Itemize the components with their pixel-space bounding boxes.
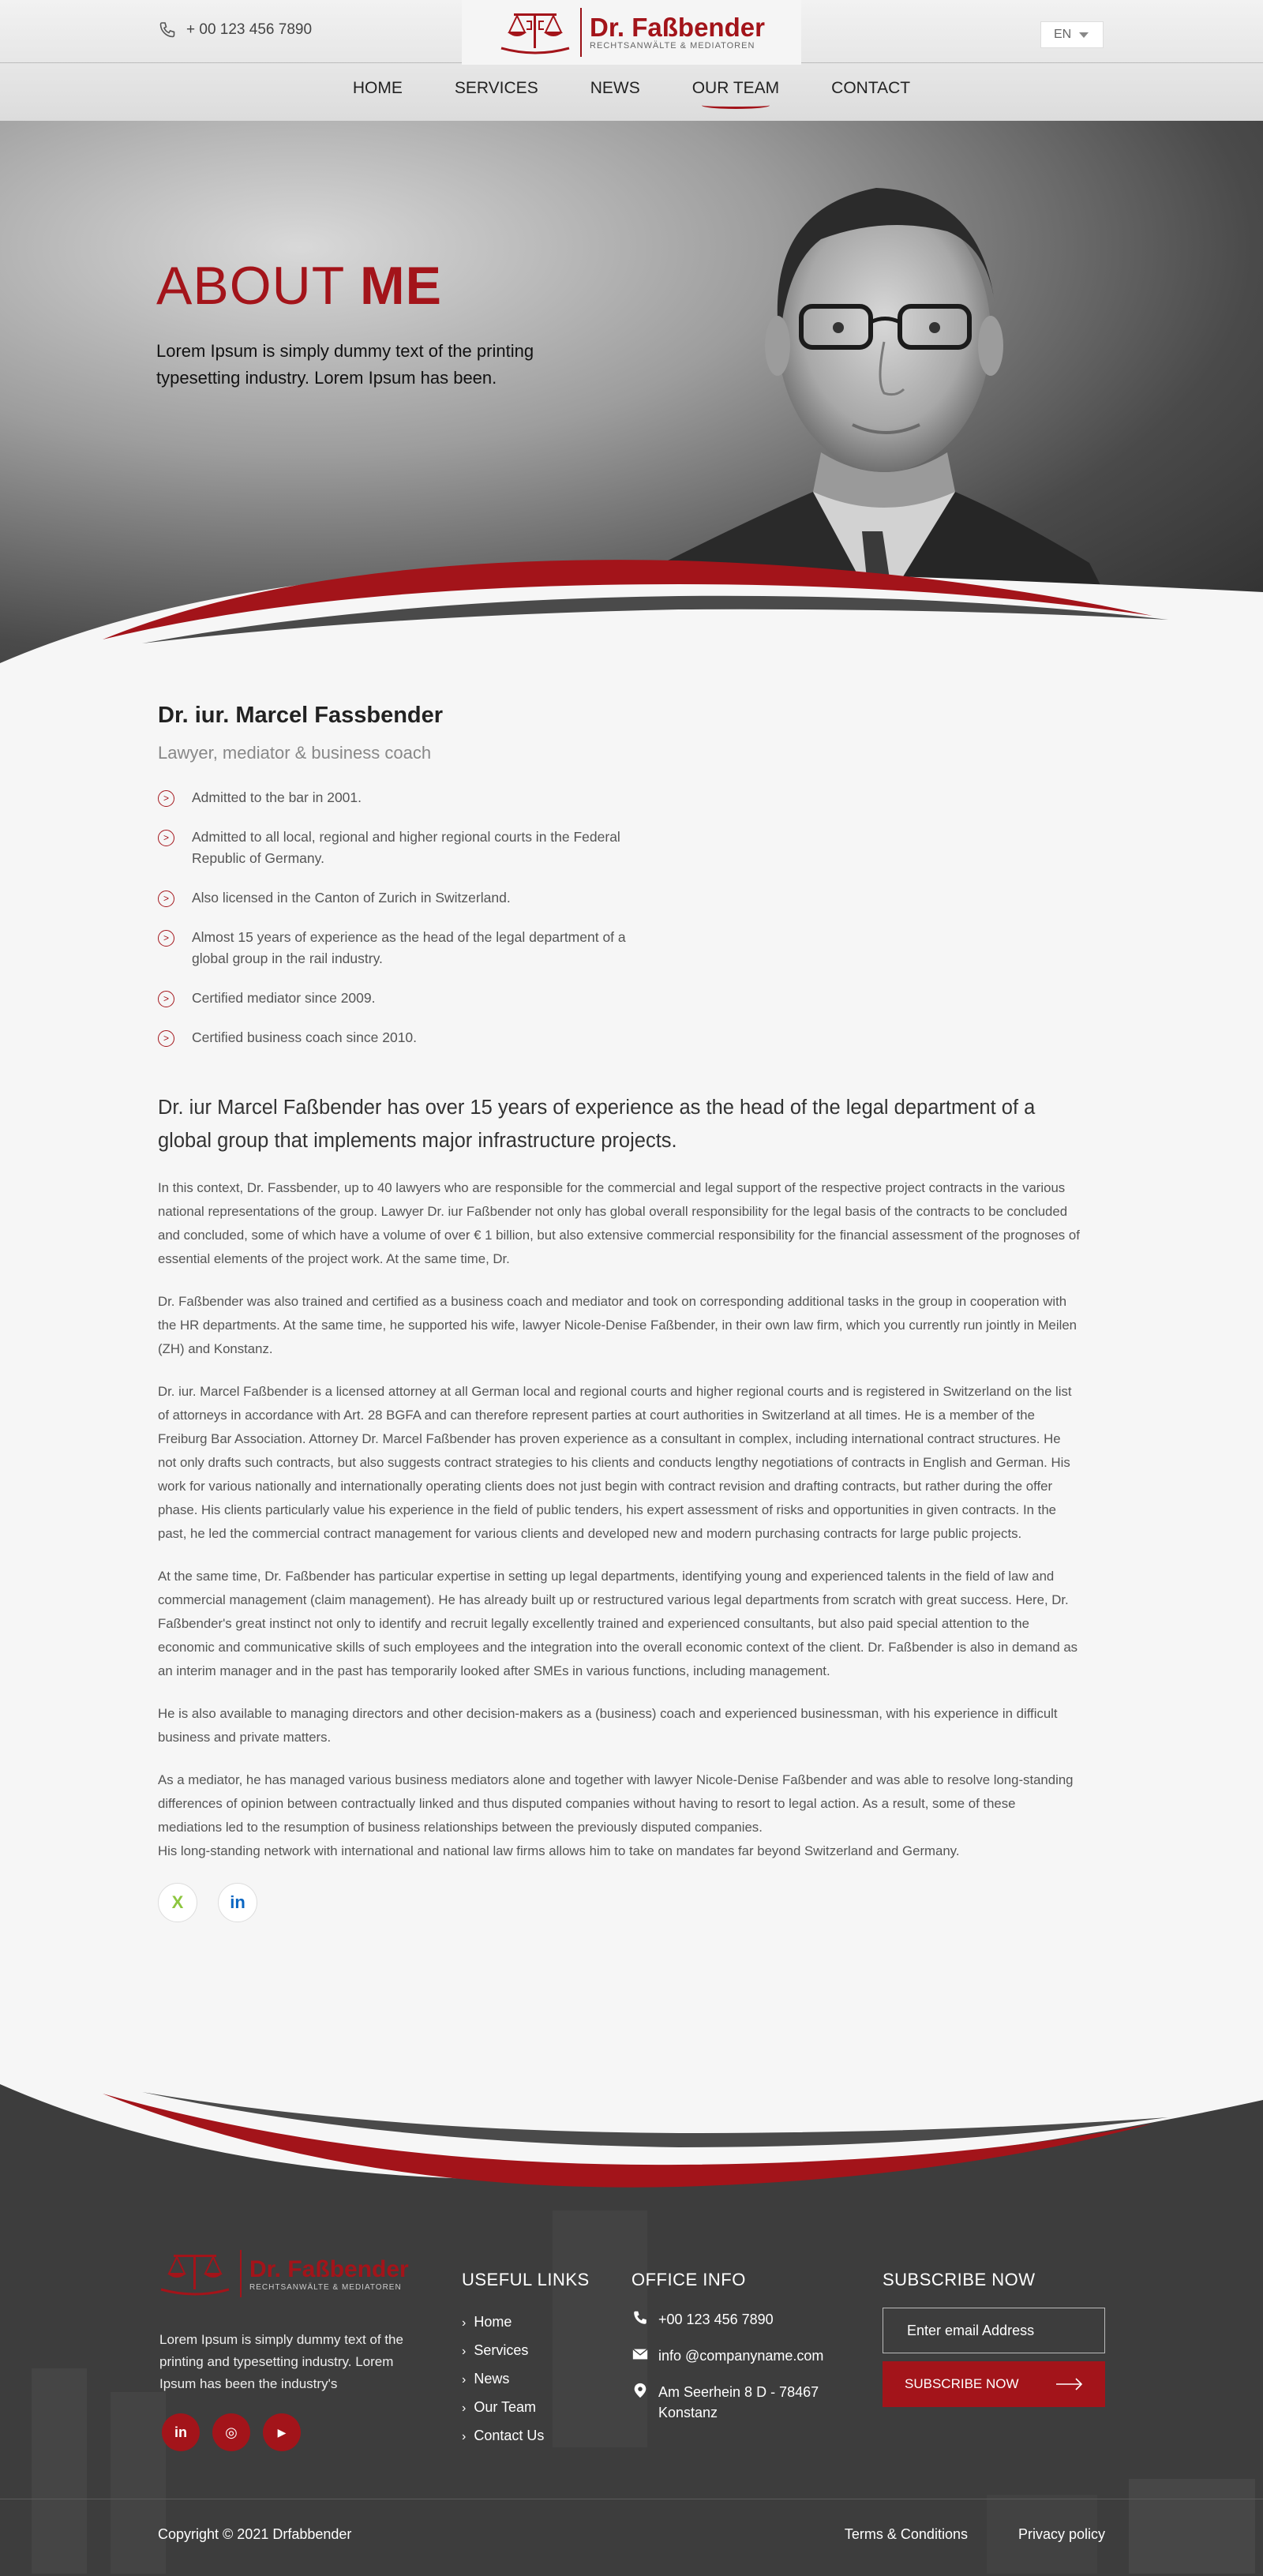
footer-link-home[interactable] (462, 2308, 590, 2337)
body-paragraph: As a mediator, he has managed various business mediators alone and together with lawyer Nicole-Denise Faßbender and was able to resolve long-standing differences of opinion between contractually linked and thus disputed companies without having to resort to legal action. As a result, some of these mediations led to the resumption of business relationships between the previously disputed companies. (158, 1772, 1074, 1835)
chevron-right-icon: > (158, 930, 174, 947)
list-item (158, 827, 663, 869)
phone-icon (158, 21, 177, 39)
linkedin-icon[interactable]: in (162, 2413, 200, 2451)
portrait-image (632, 121, 1105, 594)
hero-title-light: ABOUT (156, 256, 345, 316)
hero-title (156, 255, 442, 317)
chevron-right-icon: > (158, 790, 174, 807)
office-info (632, 2270, 868, 2423)
hero-title-bold: ME (359, 256, 442, 316)
nav-our-team[interactable]: OUR TEAM (691, 79, 780, 97)
arrow-right-icon (1056, 2378, 1083, 2390)
body-paragraph: Dr. Faßbender was also trained and certified as a business coach and mediator and took on corresponding additional tasks in the group in cooperation with the HR departments. At the same time, he supported his wife, lawyer Nicole-Denise Faßbender, in their own law firm, which you currently run jointly in Meilen (ZH) and Konstanz. (158, 1294, 1077, 1356)
address-line-2: Konstanz (658, 2405, 718, 2420)
brand-logo[interactable] (462, 0, 801, 65)
logo-separator (240, 2250, 242, 2297)
fact-text: Almost 15 years of experience as the head of the legal department of a global group in the rail industry. (192, 929, 626, 966)
footer-link-services[interactable] (462, 2337, 590, 2365)
language-select[interactable] (1040, 21, 1104, 48)
nav-news[interactable]: NEWS (590, 79, 640, 97)
chevron-right-icon: › (462, 2316, 467, 2330)
body-paragraph: At the same time, Dr. Faßbender has particular expertise in setting up legal departments, identifying young and experienced talents in the field of law and commercial management (claim management). He has already built up or restructured various legal departments from scratch with great success. Here, Dr. Faßbender's great instinct not only to identify and recruit legally excellently trained and experienced consultants, but also paid special attention to the economic and communicative skills of such employees and the integration into the overall economic context of the client. Dr. Faßbender is also in demand as an interim manager and in the past has temporarily looked after SMEs in various functions, including management. (158, 1569, 1078, 1678)
profile-social-links (158, 1883, 1074, 1922)
body-paragraph: His long-standing network with international and national law firms allows him to take on mandates far beyond Switzerland and Germany. (158, 1843, 960, 1858)
brand-name: Dr. Faßbender (590, 13, 765, 42)
map-pin-icon (632, 2382, 649, 2399)
header-phone-number: + 00 123 456 7890 (186, 21, 313, 38)
office-phone-text: +00 123 456 7890 (658, 2312, 774, 2327)
chevron-right-icon: › (462, 2402, 467, 2415)
logo-separator (580, 8, 582, 57)
list-item (158, 988, 663, 1009)
office-phone[interactable] (632, 2309, 868, 2330)
subscribe-section (883, 2270, 1105, 2407)
footer-about-text: Lorem Ipsum is simply dummy text of the printing and typesetting industry. Lorem Ipsum has been the industry's (159, 2332, 403, 2391)
youtube-icon[interactable]: ▶ (263, 2413, 301, 2451)
list-item (158, 887, 663, 909)
office-email-text: info @companyname.com (658, 2348, 824, 2364)
subscribe-button[interactable] (883, 2361, 1105, 2407)
fact-text: Also licensed in the Canton of Zurich in Switzerland. (192, 890, 511, 906)
footer-link-label: Our Team (474, 2399, 537, 2415)
office-address (632, 2382, 868, 2423)
footer-link-news[interactable] (462, 2365, 590, 2394)
language-value: EN (1054, 28, 1072, 41)
facts-list (158, 787, 663, 1048)
person-title: Lawyer, mediator & business coach (158, 743, 432, 763)
list-item (158, 927, 663, 969)
footer-swoosh-divider (0, 2068, 1263, 2210)
chevron-right-icon: > (158, 1030, 174, 1047)
useful-links (462, 2270, 590, 2450)
footer-link-our-team[interactable] (462, 2394, 590, 2422)
fact-text: Certified business coach since 2010. (192, 1029, 418, 1045)
fact-text: Admitted to the bar in 2001. (192, 789, 362, 805)
subscribe-email-input[interactable] (883, 2308, 1105, 2353)
useful-links-title: USEFUL LINKS (462, 2270, 590, 2289)
mail-icon (632, 2345, 649, 2363)
main-nav (0, 79, 1263, 98)
nav-services[interactable]: SERVICES (454, 79, 538, 97)
footer-logo-text (249, 2256, 409, 2292)
footer-link-label: Home (474, 2314, 512, 2330)
office-email[interactable] (632, 2345, 868, 2366)
subscribe-button-label: SUBSCRIBE NOW (905, 2376, 1019, 2391)
footer-brand-subtitle: RECHTSANWÄLTE & MEDIATOREN (249, 2282, 402, 2292)
chevron-right-icon: > (158, 891, 174, 907)
instagram-icon[interactable]: ◎ (212, 2413, 250, 2451)
footer-link-contact[interactable] (462, 2422, 590, 2450)
nav-contact[interactable]: CONTACT (831, 79, 911, 97)
phone-icon (632, 2309, 649, 2327)
nav-home[interactable]: HOME (352, 79, 403, 97)
site-footer (0, 2068, 1263, 2576)
chevron-right-icon: › (462, 2373, 467, 2387)
linkedin-icon[interactable]: in (218, 1883, 257, 1922)
scales-of-justice-icon (498, 9, 572, 56)
brand-subtitle: RECHTSANWÄLTE & MEDIATOREN (590, 41, 755, 51)
scales-of-justice-icon (158, 2250, 232, 2297)
lead-paragraph: Dr. iur Marcel Faßbender has over 15 years of experience as the head of the legal department of a global group that implements major infrastructure projects. (158, 1097, 1036, 1152)
copyright-text: Copyright © 2021 Drfabbender (158, 2526, 352, 2542)
address-line-1: Am Seerhein 8 D - 78467 (658, 2384, 819, 2400)
hero-text: Lorem Ipsum is simply dummy text of the printing typesetting industry. Lorem Ipsum has been. (156, 341, 534, 388)
office-info-title: OFFICE INFO (632, 2270, 746, 2289)
terms-link[interactable]: Terms & Conditions (844, 2526, 968, 2542)
body-paragraph: In this context, Dr. Fassbender, up to 40 lawyers who are responsible for the commercial and legal support of the respective project contracts in the various national representations of the group. Lawyer Dr. iur Faßbender not only has global overall responsibility for the legal basis of the contracts to be concluded and concluded, some of which have a volume of over € 1 billion, but also extensive commercial responsibility for the financial assessment of the prognoses of essential elements of the project work. At the same time, Dr. (158, 1180, 1080, 1266)
chevron-down-icon (1079, 32, 1089, 38)
main-content (158, 703, 1080, 1922)
footer-brand-logo[interactable] (158, 2250, 409, 2297)
chevron-right-icon: › (462, 2430, 467, 2443)
fact-text: Admitted to all local, regional and higher regional courts in the Federal Republic of Germany. (192, 829, 620, 866)
subscribe-title: SUBSCRIBE NOW (883, 2270, 1036, 2289)
footer-link-label: Services (474, 2342, 529, 2358)
hero-swoosh-divider (0, 545, 1263, 671)
office-address-text (658, 2382, 819, 2423)
footer-social-links (162, 2413, 301, 2451)
footer-link-label: News (474, 2371, 510, 2387)
body-paragraph: He is also available to managing directors and other decision-makers as a (business) coach and experienced businessman, with his experience in difficult business and private matters. (158, 1706, 1058, 1745)
chevron-right-icon: > (158, 830, 174, 846)
chevron-right-icon: › (462, 2345, 467, 2358)
legal-links (845, 2526, 1105, 2543)
logo-text (590, 14, 765, 51)
header-phone[interactable] (158, 21, 312, 39)
list-item (158, 1027, 663, 1048)
chevron-right-icon: > (158, 991, 174, 1007)
person-name: Dr. iur. Marcel Fassbender (158, 703, 444, 728)
xing-icon[interactable]: X (158, 1883, 197, 1922)
footer-link-label: Contact Us (474, 2428, 545, 2443)
privacy-link[interactable]: Privacy policy (1018, 2526, 1105, 2542)
fact-text: Certified mediator since 2009. (192, 990, 376, 1006)
footer-brand-name: Dr. Faßbender (249, 2255, 409, 2282)
list-item (158, 787, 663, 808)
site-header (0, 0, 1263, 121)
body-paragraph: Dr. iur. Marcel Faßbender is a licensed attorney at all German local and regional courts and higher regional courts and is registered in Switzerland on the list of attorneys in accordance with Art. 28 BGFA and can therefore represent parties at court authorities in Switzerland at all times. He is a member of the Freiburg Bar Association. Attorney Dr. Marcel Faßbender has proven experience as a consultant in complex, including international contract structures. He not only drafts such contracts, but also suggests contract strategies to his clients and conducts lengthy negotiations of contracts in English and German. His work for various nationally and internationally operating clients does not just begin with contract revision and drafting contracts, but rather during the offer phase. His clients particularly value his experience in the field of public tenders, his expert assessment of risks and opportunities in given contracts. In the past, he led the commercial contract management for various clients and developed new and modern purchasing contracts for large public projects. (158, 1384, 1072, 1541)
